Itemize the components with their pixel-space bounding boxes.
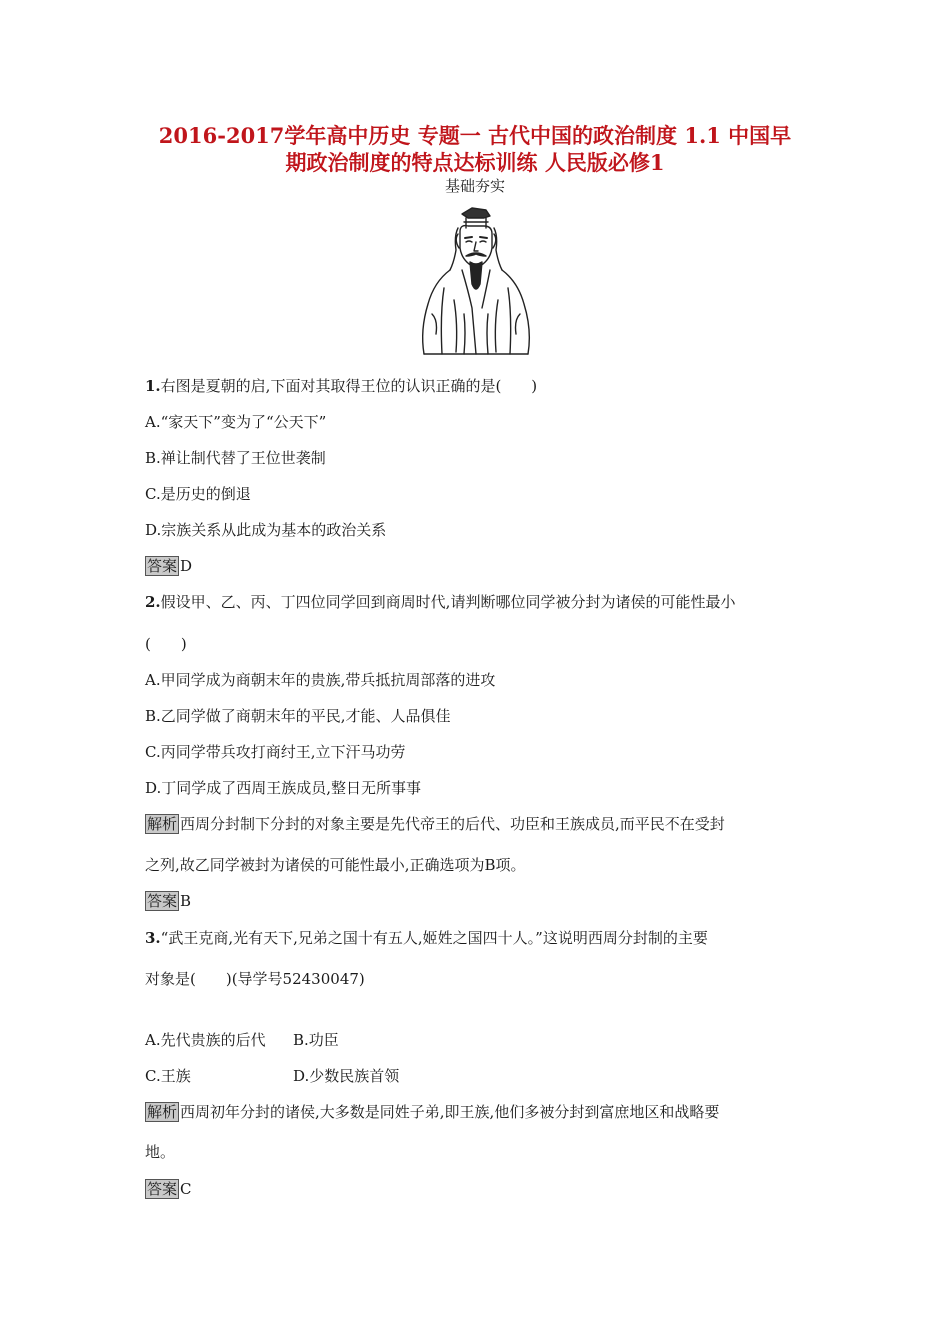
question-3-stem <box>145 928 708 948</box>
analysis-tag: 解析 <box>147 815 178 833</box>
question-2-number: 2. <box>145 593 161 611</box>
q2-option-c: C.丙同学带兵攻打商纣王,立下汗马功劳 <box>145 743 406 761</box>
q3-option-a: A.先代贵族的后代 <box>145 1031 266 1049</box>
q1-option-b: B.禅让制代替了王位世袭制 <box>145 449 326 467</box>
q2-analysis-line2: 之列,故乙同学被封为诸侯的可能性最小,正确选项为B项。 <box>145 856 526 874</box>
question-1-number: 1. <box>145 377 161 395</box>
answer-tag: 答案 <box>147 1180 178 1198</box>
analysis-tag: 解析 <box>147 1103 178 1121</box>
q3-analysis-line2: 地。 <box>145 1143 176 1161</box>
q2-option-d: D.丁同学成了西周王族成员,整日无所事事 <box>145 779 422 797</box>
section-heading: 基础夯实 <box>444 177 505 195</box>
question-1-text: 右图是夏朝的启,下面对其取得王位的认识正确的是( ) <box>160 377 538 395</box>
q3-answer-value: C <box>180 1180 192 1198</box>
question-3-text-line2: 对象是( )(导学号52430047) <box>145 970 365 988</box>
document-title <box>100 122 850 176</box>
question-2-text-line2: ( ) <box>145 635 187 653</box>
q3-option-c: C.王族 <box>145 1067 191 1085</box>
title-line-1: 2016-2017学年高中历史 专题一 古代中国的政治制度 1.1 中国早 <box>158 123 792 148</box>
question-3-number: 3. <box>145 929 161 947</box>
q1-answer <box>145 556 192 576</box>
answer-tag: 答案 <box>147 557 178 575</box>
title-line-2: 期政治制度的特点达标训练 人民版必修1 <box>285 150 665 175</box>
portrait-illustration <box>414 204 538 360</box>
q1-answer-value: D <box>180 557 193 575</box>
question-2-text-line1: 假设甲、乙、丙、丁四位同学回到商周时代,请判断哪位同学被分封为诸侯的可能性最小 <box>160 593 736 611</box>
q1-option-d: D.宗族关系从此成为基本的政治关系 <box>145 521 387 539</box>
question-3-text-line1: “武王克商,光有天下,兄弟之国十有五人,姬姓之国四十人。”这说明西周分封制的主要 <box>160 929 708 947</box>
q2-analysis-line1 <box>145 814 725 834</box>
q2-option-a: A.甲同学成为商朝末年的贵族,带兵抵抗周部落的进攻 <box>145 671 496 689</box>
q3-option-b: B.功臣 <box>293 1031 339 1049</box>
q1-option-a: A.“家天下”变为了“公天下” <box>145 413 327 431</box>
q3-option-d: D.少数民族首领 <box>293 1067 400 1085</box>
question-1-stem <box>145 376 537 396</box>
q3-answer <box>145 1179 192 1199</box>
q3-analysis-line1 <box>145 1102 719 1122</box>
q2-option-b: B.乙同学做了商朝末年的平民,才能、人品俱佳 <box>145 707 451 725</box>
q1-option-c: C.是历史的倒退 <box>145 485 251 503</box>
q2-analysis-text-1: 西周分封制下分封的对象主要是先代帝王的后代、功臣和王族成员,而平民不在受封 <box>180 815 725 833</box>
q2-answer <box>145 891 191 911</box>
question-2-stem <box>145 592 735 612</box>
answer-tag: 答案 <box>147 892 178 910</box>
q3-options-row1 <box>145 1030 266 1050</box>
q3-analysis-text-1: 西周初年分封的诸侯,大多数是同姓子弟,即王族,他们多被分封到富庶地区和战略要 <box>180 1103 720 1121</box>
q2-answer-value: B <box>180 892 192 910</box>
